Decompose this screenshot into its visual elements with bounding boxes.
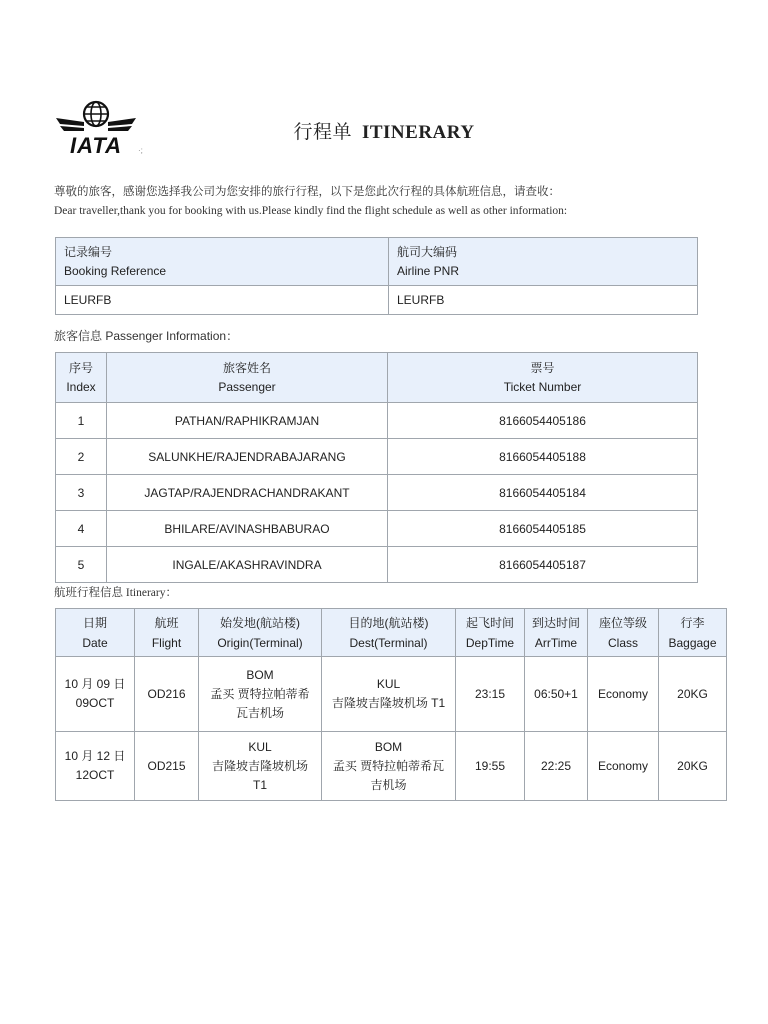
booking-ref-value: LEURFB <box>56 286 389 315</box>
origin-header-en: Origin(Terminal) <box>217 635 303 650</box>
passenger-name-header-en: Passenger <box>218 379 276 394</box>
origin-name: 孟买 贾特拉帕蒂希 <box>210 686 310 701</box>
passenger-index: 4 <box>56 511 107 547</box>
class-header-cn: 座位等级 <box>598 615 647 630</box>
itinerary-header-row <box>56 609 727 657</box>
ticket-number: 8166054405184 <box>388 475 698 511</box>
table-row <box>56 732 727 801</box>
table-row <box>56 475 698 511</box>
flight-date <box>56 732 135 801</box>
dep-time-header-en: DepTime <box>465 635 515 650</box>
passenger-index: 5 <box>56 547 107 583</box>
intro-cn: 尊敬的旅客，感谢您选择我公司为您安排的旅行行程，以下是您此次行程的具体航班信息，请查收： <box>54 186 560 198</box>
table-row <box>56 657 727 732</box>
passenger-section-label: 旅客信息 Passenger Information： <box>54 329 239 343</box>
baggage-header-en: Baggage <box>668 635 717 650</box>
ticket-number: 8166054405187 <box>388 547 698 583</box>
logo-mark-text: ·; <box>138 146 143 155</box>
dep-time-header <box>456 609 525 657</box>
table-row <box>56 403 698 439</box>
ticket-number: 8166054405188 <box>388 439 698 475</box>
origin-header-cn: 始发地(航站楼) <box>220 615 300 630</box>
arr-time-header-en: ArrTime <box>534 635 578 650</box>
class-header-en: Class <box>607 635 638 650</box>
flight-date-cn: 10 月 12 日 <box>64 749 126 763</box>
title-cn: 行程单 <box>293 122 352 143</box>
ticket-number: 8166054405185 <box>388 511 698 547</box>
origin-name-cont: 瓦吉机场 <box>235 705 284 720</box>
passenger-name-header-cn: 旅客姓名 <box>222 360 271 375</box>
passenger-name: JAGTAP/RAJENDRACHANDRAKANT <box>107 475 388 511</box>
table-row <box>56 439 698 475</box>
booking-ref-label-cn: 记录编号 <box>64 244 113 259</box>
flight-header-cn: 航班 <box>154 615 179 630</box>
flight-header-en: Flight <box>151 635 182 650</box>
ticket-number-header <box>388 353 698 403</box>
booking-ref-header <box>56 238 389 286</box>
arr-time-header <box>525 609 588 657</box>
booking-header-row <box>56 238 698 286</box>
airline-pnr-label-cn: 航司大编码 <box>397 244 458 259</box>
booking-ref-label-en: Booking Reference <box>64 263 167 278</box>
table-row <box>56 547 698 583</box>
arr-time-header-cn: 到达时间 <box>531 615 580 630</box>
booking-table <box>55 237 698 315</box>
passenger-index: 3 <box>56 475 107 511</box>
origin-name-cont: T1 <box>252 777 267 792</box>
itinerary-section-label: 航班行程信息 Itinerary： <box>54 587 177 599</box>
index-header-cn: 序号 <box>68 360 93 375</box>
passenger-name: BHILARE/AVINASHBABURAO <box>107 511 388 547</box>
dest-name-cont: 吉机场 <box>370 777 407 792</box>
origin-code: KUL <box>248 739 272 754</box>
dest-code: KUL <box>376 677 401 691</box>
passenger-index: 1 <box>56 403 107 439</box>
passenger-name: INGALE/AKASHRAVINDRA <box>107 547 388 583</box>
seat-class: Economy <box>588 657 659 732</box>
date-header-en: Date <box>82 635 108 650</box>
flight-date-en: 09OCT <box>75 696 115 710</box>
passenger-table <box>55 352 698 583</box>
passenger-name: SALUNKHE/RAJENDRABAJARANG <box>107 439 388 475</box>
title-en: ITINERARY <box>361 122 475 143</box>
seat-class: Economy <box>588 732 659 801</box>
index-header-en: Index <box>66 379 96 394</box>
passenger-header-row <box>56 353 698 403</box>
dest-code: BOM <box>374 739 403 754</box>
passenger-index: 2 <box>56 439 107 475</box>
index-header <box>56 353 107 403</box>
dep-time-header-cn: 起飞时间 <box>465 615 514 630</box>
baggage-header <box>659 609 727 657</box>
ticket-number-header-en: Ticket Number <box>503 379 582 394</box>
dest-header-en: Dest(Terminal) <box>349 635 428 650</box>
dep-time: 19:55 <box>456 732 525 801</box>
dep-time: 23:15 <box>456 657 525 732</box>
date-header-cn: 日期 <box>82 615 107 630</box>
flight-date-cn: 10 月 09 日 <box>64 677 126 691</box>
baggage: 20KG <box>659 732 727 801</box>
intro-en: Dear traveller,thank you for booking with us.Please kindly find the flight schedule as well as other information: <box>54 205 568 217</box>
flight-dest <box>322 732 456 801</box>
airline-pnr-value: LEURFB <box>389 286 698 315</box>
class-header <box>588 609 659 657</box>
dest-header-cn: 目的地(航站楼) <box>348 615 429 630</box>
arr-time: 22:25 <box>525 732 588 801</box>
booking-value-row <box>56 286 698 315</box>
table-row <box>56 511 698 547</box>
ticket-number-header-cn: 票号 <box>530 360 555 375</box>
dest-name: 孟买 贾特拉帕蒂希瓦 <box>332 758 445 773</box>
flight-origin <box>199 657 322 732</box>
origin-code: BOM <box>246 667 274 682</box>
page-title <box>0 117 768 144</box>
iata-logo-text: IATA <box>69 133 123 158</box>
baggage-header-cn: 行李 <box>680 615 705 630</box>
flight-number: OD215 <box>135 732 199 801</box>
dest-name: 吉隆坡吉隆坡机场 T1 <box>331 696 446 710</box>
dest-header <box>322 609 456 657</box>
flight-number: OD216 <box>135 657 199 732</box>
passenger-name-header <box>107 353 388 403</box>
flight-date-en: 12OCT <box>75 768 115 782</box>
origin-name: 吉隆坡吉隆坡机场 <box>211 758 308 773</box>
airline-pnr-label-en: Airline PNR <box>397 263 460 278</box>
flight-date <box>56 657 135 732</box>
flight-dest <box>322 657 456 732</box>
origin-header <box>199 609 322 657</box>
baggage: 20KG <box>659 657 727 732</box>
itinerary-table <box>55 608 727 801</box>
passenger-name: PATHAN/RAPHIKRAMJAN <box>107 403 388 439</box>
date-header <box>56 609 135 657</box>
flight-header <box>135 609 199 657</box>
ticket-number: 8166054405186 <box>388 403 698 439</box>
flight-origin <box>199 732 322 801</box>
arr-time: 06:50+1 <box>525 657 588 732</box>
airline-pnr-header <box>389 238 698 286</box>
